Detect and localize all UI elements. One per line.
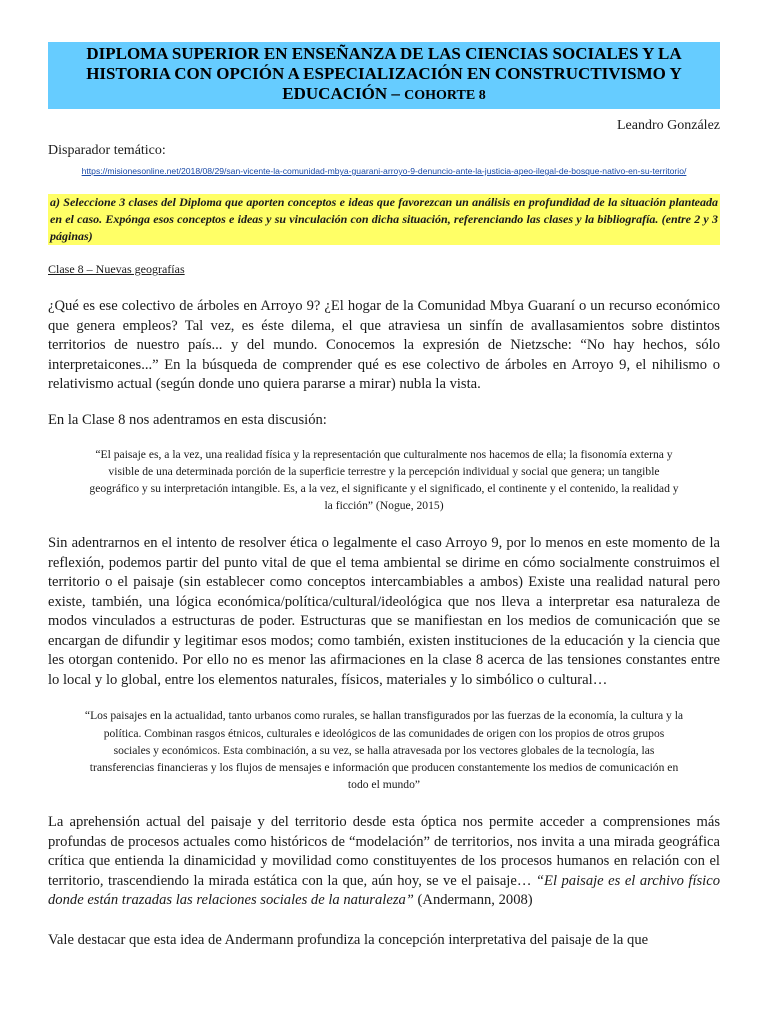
quote-nogue: “El paisaje es, a la vez, una realidad física y la representación que culturalmente nos hacemos de ella; la fisonomía externa y visible de una determinada porción de la superficie terrestre y la percepción individual y social que genera; un tangible geográfico y su interpretación intangible. Es, a la vez, el significante y el significado, el continente y el contenido, la realidad y la ficción” (Nogue, 2015) xyxy=(89,447,679,513)
paragraph-3: Sin adentrarnos en el intento de resolver ética o legalmente el caso Arroyo 9, por lo menos en este momento de la reflexión, podemos partir del punto vital de que el tema ambiental se dirime en cómo socialmente construimos el territorio o el paisaje (sin establecer como conceptos intercambiables a ambos) Existe una realidad natural pero existe, también, una lógica económica/política/cultural/ideológica que nos lleva a interpretar esa naturaleza de modos vinculados a estructuras de poder. Estructuras que se manifiestan en los medios de comunicación que se encargan de difundir y legitimar esos modos; como también, existen instituciones de la educación y la ciencia que les otorgan contenido. Por ello no es menor las afirmaciones en la clase 8 acerca de las tensiones constantes entre lo local y lo global, entre los elementos naturales, físicos, materiales y lo simbólico o cultural… xyxy=(48,535,720,688)
paragraph-1: ¿Qué es ese colectivo de árboles en Arroyo 9? ¿El hogar de la Comunidad Mbya Guaraní o un recurso económico que genera empleos? Tal vez, es éste dilema, el que atraviesa un sinfín de avallasamientos sobre distintos territorios de nuestro país... y del mundo. Conocemos la expresión de Nietzsche: “No hay hechos, sólo interpretaicones...” En la búsqueda de comprender qué es ese colectivo de árboles en Arroyo 9, el nihilismo o relativismo actual (según donde uno quiera pararse a mirar) nubla la vista. xyxy=(48,298,720,392)
paragraph-4-text: La aprehensión actual del paisaje y del territorio desde esta óptica nos permite acceder a comprensiones más profundas de procesos actuales como históricos de “modelación” de territorios, nos invita a una mirada geográfica crítica que entienda la dinamicidad y movilidad como constituyentes de los procesos humanos en relación con el territorio, trascendiendo la mirada estática con la que, aún hoy, se ve el paisaje… xyxy=(48,814,720,889)
paragraph-4-citation: (Andermann, 2008) xyxy=(413,892,533,909)
author-name: Leandro González xyxy=(617,118,720,133)
trigger-label: Disparador temático: xyxy=(48,143,166,158)
source-link[interactable]: https://misionesonline.net/2018/08/29/san-vicente-la-comunidad-mbya-guarani-arroyo-9-denuncio-ante-la-justicia-apeo-ilegal-de-bosque-nativo-en-su-territorio/ xyxy=(81,166,687,176)
document-page xyxy=(48,42,720,950)
paragraph-2: En la Clase 8 nos adentramos en esta discusión: xyxy=(48,411,327,428)
paragraph-4-quote: “El paisaje es el archivo físico donde están trazadas las relaciones sociales de la naturaleza” xyxy=(48,872,721,909)
title-separator: – xyxy=(387,84,405,103)
document-title xyxy=(48,42,720,109)
quote-landscapes: “Los paisajes en la actualidad, tanto urbanos como rurales, se hallan transfigurados por las fuerzas de la economía, la cultura y la política. Combinan rasgos étnicos, culturales e ideológicos de las comunidades de origen con los propios de otros grupos sociales y económicos. Esta combinación, a su vez, se halla atravesada por los vectores globales de la tecnología, las transferencias financieras y los flujos de mensajes e información que producen constantemente los medios de comunicación en todo el mundo” xyxy=(84,709,684,792)
paragraph-4 xyxy=(48,813,720,911)
title-cohort: COHORTE 8 xyxy=(404,88,486,103)
title-main: DIPLOMA SUPERIOR EN ENSEÑANZA DE LAS CIENCIAS SOCIALES Y LA HISTORIA CON OPCIÓN A ESPECIALIZACIÓN EN CONSTRUCTIVISMO Y EDUCACIÓN xyxy=(86,44,682,103)
assignment-instructions: a) Seleccione 3 clases del Diploma que aporten conceptos e ideas que favorezcan un análisis en profundidad de la situación planteada en el caso. Expónga esos conceptos e ideas y su vinculación con dicha situación, referenciando las clases y la bibliografía. (entre 2 y 3 páginas) xyxy=(50,195,718,243)
paragraph-5: Vale destacar que esta idea de Andermann profundiza la concepción interpretativa del paisaje de la que xyxy=(48,931,649,948)
class-heading: Clase 8 – Nuevas geografías xyxy=(48,262,185,276)
